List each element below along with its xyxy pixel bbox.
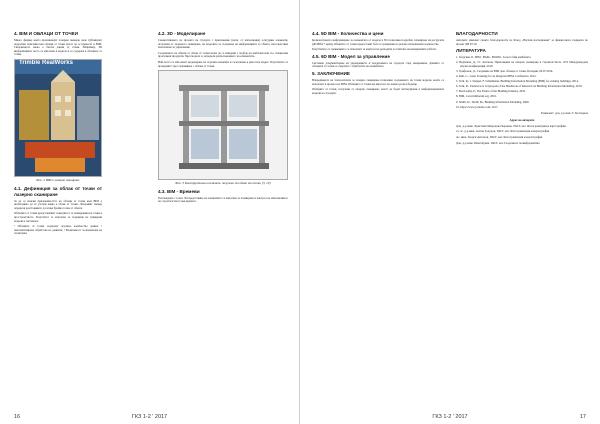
reference-item: 3. Трифонов, Д., Създаване на BIM чрез облаци от точки, Пловдив, 09.07.2014.: [456, 68, 554, 73]
author-entry: Доц. д-р инж. Христина Миронова Чернева, УАСГ, кат. Фотограметрия и картография: [456, 123, 566, 128]
paragraph: Разглеждане с точно 3D представяне на елементите се използва за планиране и контрол на изпълнението на строителството във времето.: [158, 195, 288, 204]
section-heading: 4. BIM И ОБЛАЦИ ОТ ТОЧКИ: [14, 31, 78, 36]
section-heading: 5. ЗАКЛЮЧЕНИЕ: [312, 70, 350, 76]
figure-caption: Фиг. 3 Конструктивни елементи, получени от облак от точки [3, 10]: [175, 181, 271, 186]
reference-item: 7. MacLeamy, P., The Future of the Building Industry, 2010.: [456, 89, 526, 94]
sub-heading: 4.5. 6D BIM - Модел за управление: [312, 53, 390, 59]
reference-item: 9. Smith, D., Tardif, M., Building Information Modeling, 2009.: [456, 99, 530, 104]
reference-item: 10. https://www.youtube.com, 2017.: [456, 104, 499, 109]
paragraph: Много фирми, които произвеждат лазерни скенери, вече публикуват подробни описания как облаци от точки могат да се пренесат в BIM. Свързващото звено е базата данни от точки. Например, 3D информацията често се използва в модела и се съдържа в облаците от точки.: [14, 38, 102, 57]
reference-item: 6. Volk, R., Underwood, A Synopsis of the Handbook of Research on Building Information Modelling, 2010.: [456, 84, 583, 89]
figure-caption: Фиг. 2 BIM и лазерно сканиране: [36, 177, 80, 182]
page-footer: [300, 404, 600, 420]
section-heading: 4.2. 3D - Моделиране: [158, 31, 206, 36]
paragraph: • Облаците от точки съдържат огромно количество данни; • Автоматизирана обработка на данните; • Възможност за извличане на геометрия.: [14, 224, 102, 236]
paragraph: Облаците от точки, получени от лазерно сканиране, могат да бъдат интегрирани в информационните модели на сградите.: [312, 87, 444, 95]
author-entry: Ас. инж. Георги Антонов, УАСГ, кат. Фотограметрия и картография: [456, 135, 543, 140]
laser-scan-figure: [15, 60, 102, 177]
author-entry: Доц. д-р инж. Иван Кунев, УАСГ, кат. Геодезия и геоинформатика: [456, 141, 540, 145]
page-number: 16: [14, 414, 21, 420]
authors-block: [456, 119, 588, 146]
column-3: [312, 30, 444, 97]
paragraph: Създаването на обекти от облак от точки може да се извърши с подбор на шаблони или със специални програмни продукти. Чрез модела се определя разположението на елементите.: [158, 50, 288, 59]
journal-issue: ГКЗ 1-2 ' 2017: [432, 414, 468, 420]
paragraph: Съвместяването на проекта на сградата с приложение (напр. от изпълнение) осигурява елементи, получени от лазерното сканиране, на моделите за създаване на информацията за обекта, впоследствие използвана за управление.: [158, 38, 288, 50]
paragraph: Резултатите от сравнението се използват за контрол на разходите и отчитане на извършените работи.: [312, 47, 437, 52]
paragraph: Системно документиране на управлението и поддръжката на сградата след завършване. Данните от облаците от точки се свързват с атрибутите на елементите.: [312, 60, 444, 69]
section-heading: 4.4. 5D BIM - Количества и цени: [312, 31, 384, 36]
sub-heading: 4.1. Дефиниция за облак от точки от лазерно сканиране: [14, 185, 102, 197]
journal-issue: ГКЗ 1-2 ' 2017: [131, 414, 168, 420]
figure-label: Trimble RealWorks: [19, 59, 73, 66]
reference-item: 8. BIM, www.bimforum.org, 2016.: [456, 94, 497, 99]
figure-3: [158, 70, 288, 180]
paragraph: Авторите изказват своите благодарности на Фонд „Научни изследвания“ за финансовата подкрепа по проект ДН 07/10.: [456, 38, 588, 46]
author-entry: гл. ас. д-р инж. Антон Тодоров, УАСГ, кат. Фотограметрия и картография: [456, 129, 550, 134]
page-number: 17: [579, 414, 586, 420]
paragraph: Количественото информиране за елементите от модела в 3D позволява подробно планиране на ресурсите (4D BIM + цени). Обектите от точки предоставят база за сравнение на реално изпълнените количества.: [312, 38, 444, 46]
reviewer: Рецензент: доц. д-р инж. Т. Колтаднов: [541, 111, 588, 116]
reference-item: 4. Kim, C., Laser Scanning for an Integrated BIM, Conference, 2012.: [456, 74, 537, 79]
column-2: [158, 30, 288, 206]
column-1: [14, 30, 102, 238]
paragraph: Най-често се използват моделиране на отделни елементи и съчетаване в цялостен модел. Резултатите се проверяват чрез сравняване с облака от точки.: [158, 59, 288, 68]
paragraph: Облаците от точки представляват съвкупност от измервания на точки в пространството. Резултатът се използва за създаване на тримерни модели в системата.: [14, 211, 102, 223]
right-page: [300, 0, 600, 424]
authors-title: Адрес на авторите: [509, 117, 535, 122]
reference-item: 1. Георгиев, Б., BIM - ВАМ - ВООМ - За кого бим камбаната.: [456, 55, 532, 60]
structural-elements-figure: [159, 71, 288, 180]
section-heading: БЛАГОДАРНОСТИ: [456, 31, 498, 36]
paragraph: Напредването на технологиите за лазерно сканиране позволява създаването на точни модели, които се използват в процеса на BIM. Облаците от точки ще имат все по-важна роля в бъдеще.: [312, 77, 444, 86]
page-footer: [0, 404, 299, 420]
paragraph: За да се изясни приложимостта на облаци от точки към BIM е необходимо да се уточни какво е облак от точки. Лазерният скенер определя разстоянието до всяка бройна точка от обекта.: [14, 198, 102, 210]
sub-heading: 4.3. BIM - Времеви: [158, 188, 200, 194]
figure-2: [14, 59, 102, 177]
column-4: [456, 30, 588, 148]
reference-item: 5. Volk, R., J. Stengel, F. Schultmann, Building Information Modeling (BIM) for existing buildings, 2014.: [456, 79, 579, 84]
reference-item: 2. Недялков, Д., Ст. Антонов, Приложение на лазерно сканиране в строителството, XVI Международна научна конференция, 2016.: [456, 60, 588, 68]
section-heading: ЛИТЕРАТУРА: [456, 48, 486, 54]
